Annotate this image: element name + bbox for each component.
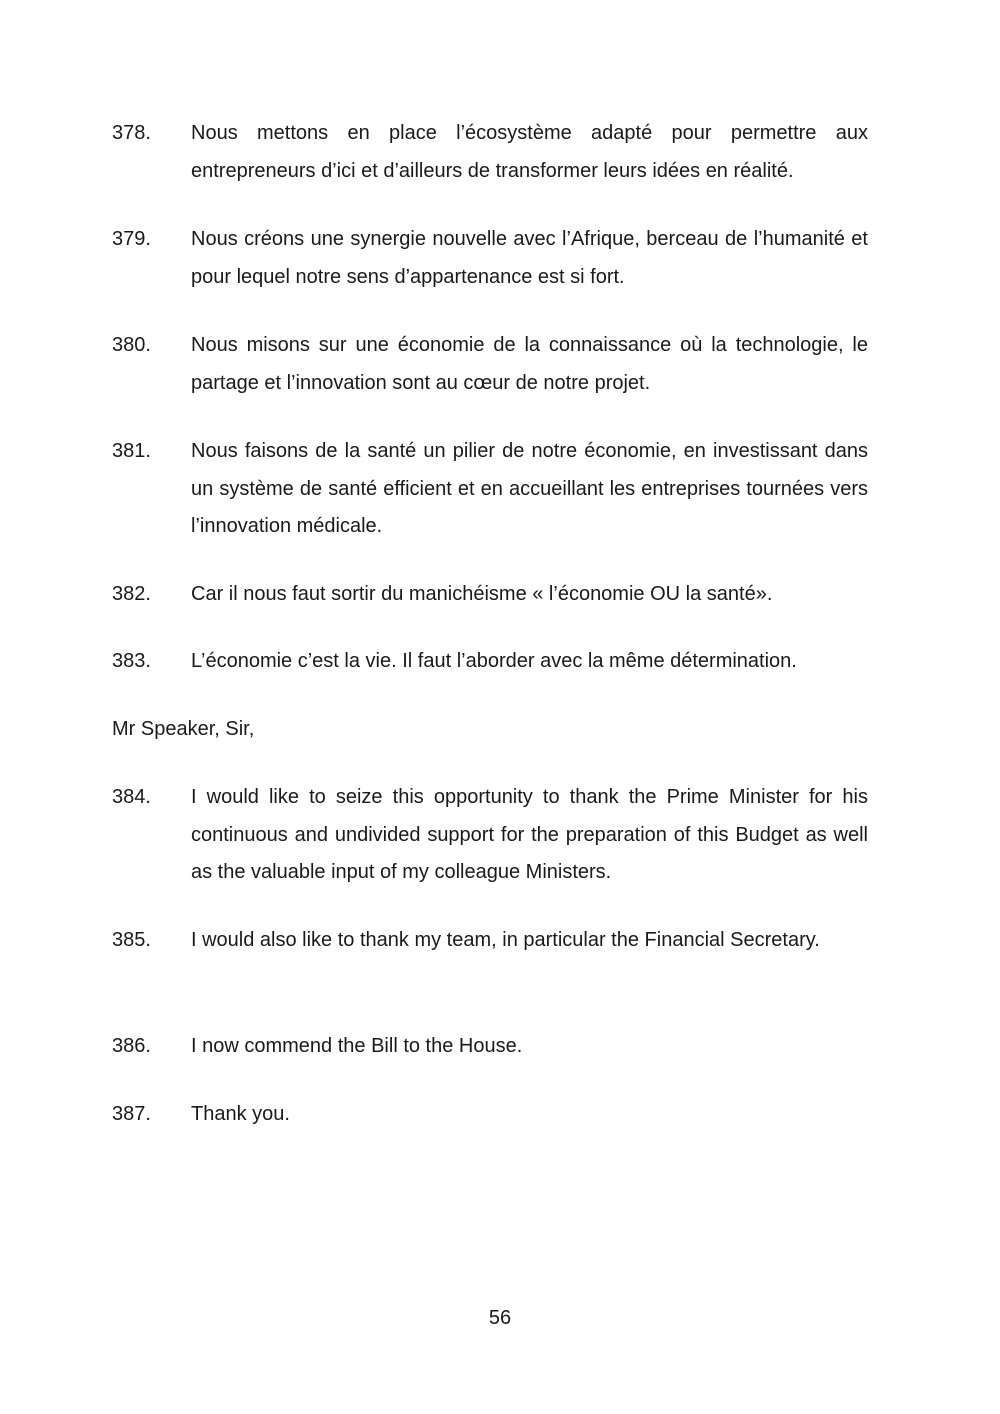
paragraph-text: I now commend the Bill to the House. — [191, 1035, 523, 1057]
paragraph-386 — [112, 1028, 868, 1066]
paragraph-number: 387. — [112, 1103, 151, 1125]
paragraph-number: 380. — [112, 334, 151, 356]
paragraph-380 — [112, 327, 868, 402]
paragraph-text: L’économie c’est la vie. Il faut l’aborder avec la même détermination. — [191, 650, 797, 672]
paragraph-text: Nous mettons en place l’écosystème adapté pour permettre aux entrepreneurs d’ici et d’ailleurs de transformer leurs idées en réalité. — [191, 122, 868, 182]
paragraph-text: Car il nous faut sortir du manichéisme « l’économie OU la santé». — [191, 583, 773, 605]
paragraph-number: 378. — [112, 122, 151, 144]
paragraph-387 — [112, 1096, 868, 1134]
paragraph-385 — [112, 922, 868, 960]
page-number: 56 — [488, 1307, 512, 1329]
paragraph-number: 379. — [112, 228, 151, 250]
paragraph-number: 381. — [112, 440, 151, 462]
paragraph-383 — [112, 643, 868, 681]
paragraph-379 — [112, 221, 868, 296]
paragraph-text: Nous faisons de la santé un pilier de notre économie, en investissant dans un système de santé efficient et en accueillant les entreprises tournées vers l’innovation médicale. — [191, 440, 868, 537]
salutation: Mr Speaker, Sir, — [112, 718, 255, 740]
paragraph-text: Nous créons une synergie nouvelle avec l’Afrique, berceau de l’humanité et pour lequel notre sens d’appartenance est si fort. — [191, 228, 868, 288]
paragraph-number: 384. — [112, 786, 151, 808]
paragraph-378 — [112, 115, 868, 190]
paragraph-number: 382. — [112, 583, 151, 605]
paragraph-text: I would like to seize this opportunity to thank the Prime Minister for his continuous and undivided support for the preparation of this Budget as well as the valuable input of my colleague Ministers. — [191, 786, 868, 883]
paragraph-381 — [112, 433, 868, 546]
paragraph-text: I would also like to thank my team, in particular the Financial Secretary. — [191, 929, 820, 951]
paragraph-384 — [112, 779, 868, 892]
paragraph-text: Thank you. — [191, 1103, 290, 1125]
paragraph-number: 383. — [112, 650, 151, 672]
paragraph-382 — [112, 576, 868, 614]
paragraph-number: 385. — [112, 929, 151, 951]
paragraph-text: Nous misons sur une économie de la connaissance où la technologie, le partage et l’innovation sont au cœur de notre projet. — [191, 334, 868, 394]
paragraph-number: 386. — [112, 1035, 151, 1057]
